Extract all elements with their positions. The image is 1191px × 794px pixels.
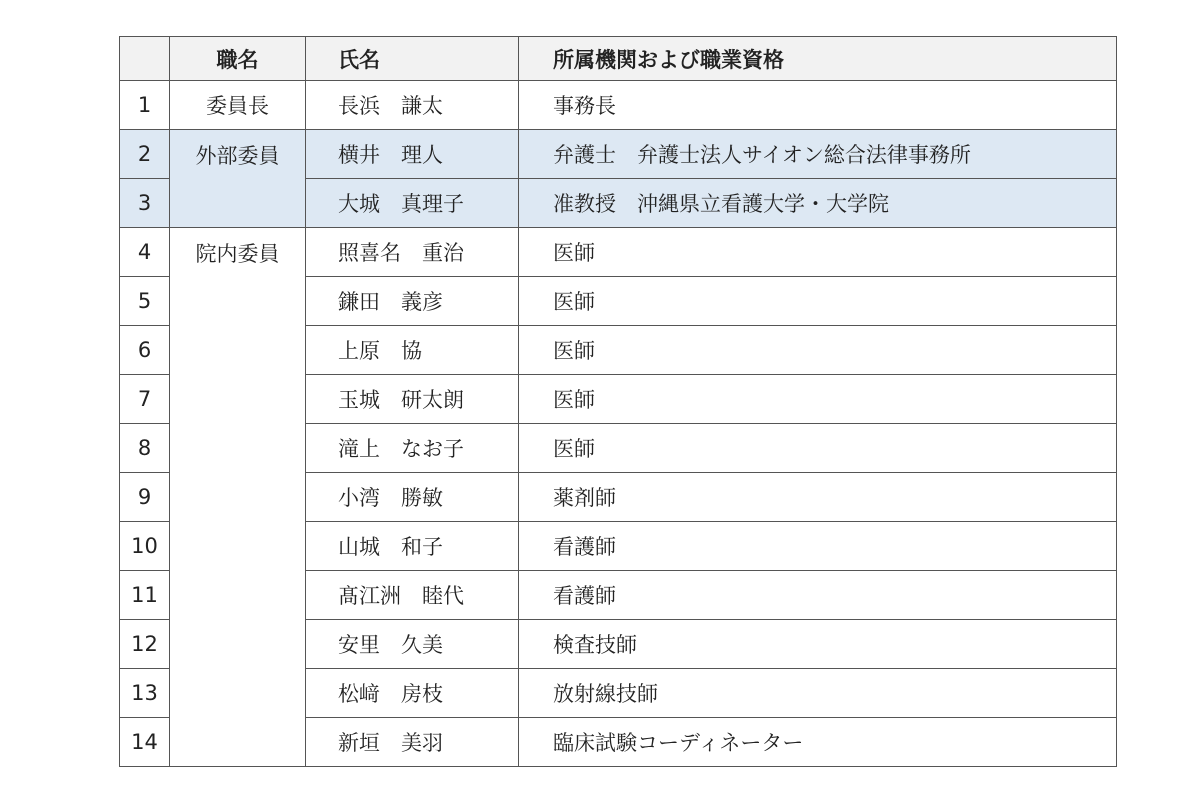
- member-name: 松﨑 房枝: [306, 669, 519, 718]
- table-header-row: [120, 37, 1117, 81]
- row-number: 3: [120, 179, 170, 228]
- member-name: 上原 協: [306, 326, 519, 375]
- member-affiliation: 医師: [519, 326, 1117, 375]
- member-name: 髙江洲 睦代: [306, 571, 519, 620]
- member-affiliation: 事務長: [519, 81, 1117, 130]
- member-affiliation: 医師: [519, 424, 1117, 473]
- table-row: [120, 228, 1117, 277]
- member-name: 長浜 謙太: [306, 81, 519, 130]
- member-name: 玉城 研太朗: [306, 375, 519, 424]
- member-affiliation: 准教授 沖縄県立看護大学・大学院: [519, 179, 1117, 228]
- row-number: 5: [120, 277, 170, 326]
- member-name: 滝上 なお子: [306, 424, 519, 473]
- member-affiliation: 検査技師: [519, 620, 1117, 669]
- member-name: 小湾 勝敏: [306, 473, 519, 522]
- member-name: 横井 理人: [306, 130, 519, 179]
- row-number: 10: [120, 522, 170, 571]
- member-name: 大城 真理子: [306, 179, 519, 228]
- header-role: 職名: [170, 37, 306, 81]
- row-number: 4: [120, 228, 170, 277]
- member-name: 安里 久美: [306, 620, 519, 669]
- row-number: 2: [120, 130, 170, 179]
- role-chair: 委員長: [170, 81, 306, 130]
- member-name: 山城 和子: [306, 522, 519, 571]
- member-affiliation: 弁護士 弁護士法人サイオン総合法律事務所: [519, 130, 1117, 179]
- member-affiliation: 医師: [519, 277, 1117, 326]
- member-name: 新垣 美羽: [306, 718, 519, 767]
- header-affiliation: 所属機関および職業資格: [519, 37, 1117, 81]
- member-affiliation: 看護師: [519, 571, 1117, 620]
- row-number: 13: [120, 669, 170, 718]
- row-number: 1: [120, 81, 170, 130]
- row-number: 8: [120, 424, 170, 473]
- table-row: [120, 130, 1117, 179]
- header-number: [120, 37, 170, 81]
- member-affiliation: 放射線技師: [519, 669, 1117, 718]
- member-name: 照喜名 重治: [306, 228, 519, 277]
- table-row: [120, 81, 1117, 130]
- committee-members-table-wrapper: [119, 36, 1117, 767]
- row-number: 12: [120, 620, 170, 669]
- member-affiliation: 薬剤師: [519, 473, 1117, 522]
- row-number: 11: [120, 571, 170, 620]
- row-number: 14: [120, 718, 170, 767]
- role-internal: 院内委員: [170, 228, 306, 767]
- row-number: 7: [120, 375, 170, 424]
- committee-members-table: [119, 36, 1117, 767]
- member-affiliation: 臨床試験コーディネーター: [519, 718, 1117, 767]
- row-number: 9: [120, 473, 170, 522]
- member-affiliation: 医師: [519, 228, 1117, 277]
- role-external: 外部委員: [170, 130, 306, 228]
- row-number: 6: [120, 326, 170, 375]
- member-name: 鎌田 義彦: [306, 277, 519, 326]
- member-affiliation: 看護師: [519, 522, 1117, 571]
- member-affiliation: 医師: [519, 375, 1117, 424]
- header-name: 氏名: [306, 37, 519, 81]
